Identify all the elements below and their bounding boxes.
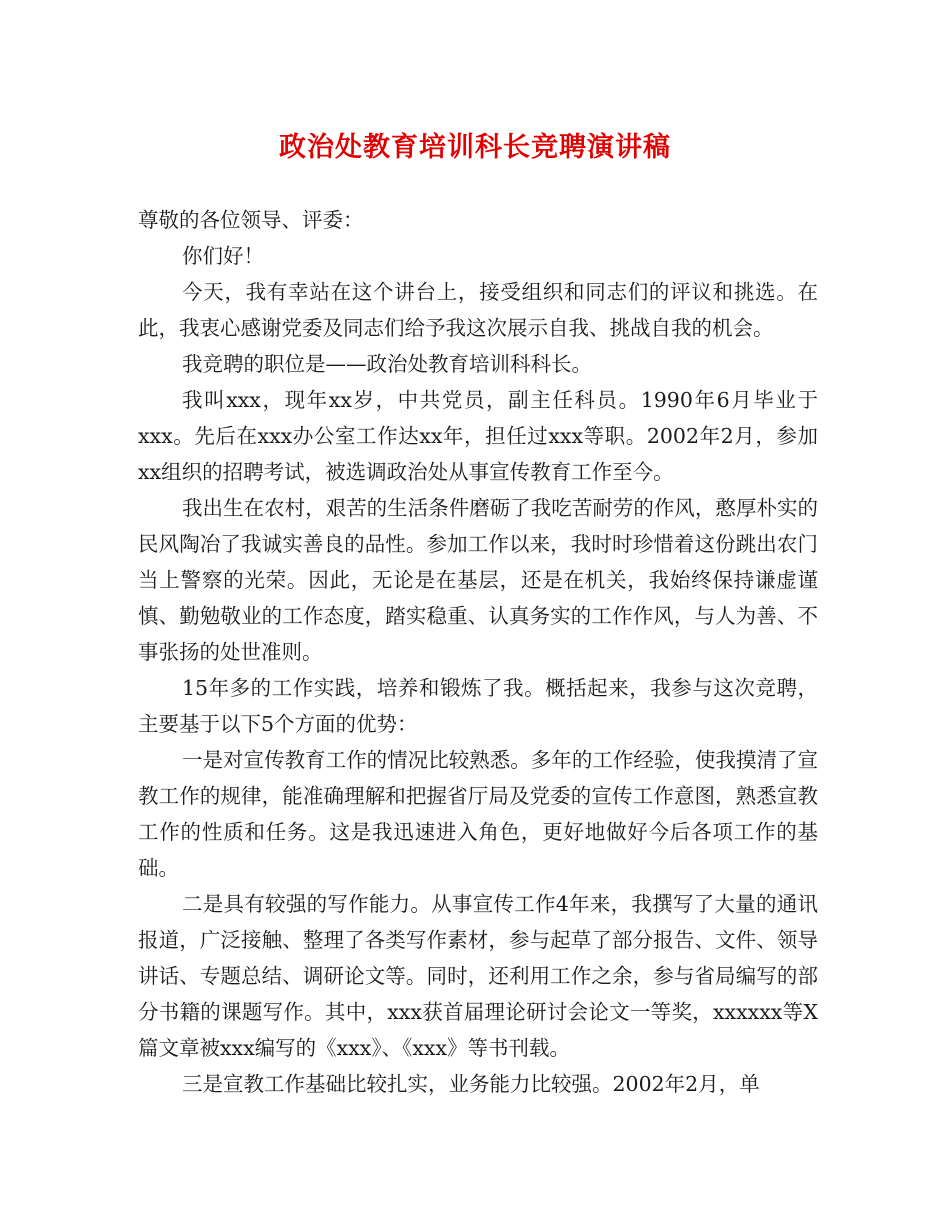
paragraph-advantages-intro: 15年多的工作实践，培养和锻炼了我。概括起来，我参与这次竞聘，主要基于以下5个方面的优势： (138, 676, 818, 736)
document-body (138, 202, 818, 1102)
paragraph-advantage-one: 一是对宣传教育工作的情况比较熟悉。多年的工作经验，使我摸清了宣教工作的规律，能准确理解和把握省厅局及党委的宣传工作意图，熟悉宣教工作的性质和任务。这是我迅速进入角色，更好地做好今后各项工作的基础。 (138, 748, 818, 880)
paragraph-position: 我竞聘的职位是——政治处教育培训科科长。 (182, 352, 592, 376)
document-title: 政治处教育培训科长竞聘演讲稿 (279, 132, 671, 163)
paragraph-advantage-two: 二是具有较强的写作能力。从事宣传工作4年来，我撰写了大量的通讯报道，广泛接触、整理了各类写作素材，参与起草了部分报告、文件、领导讲话、专题总结、调研论文等。同时，还利用工作之余，参与省局编写的部分书籍的课题写作。其中，xxx获首届理论研讨会论文一等奖，xxxxxx等X篇文章被xxx编写的《xxx》、《xxx》等书刊载。 (138, 892, 818, 1060)
paragraph-advantage-three: 三是宣教工作基础比较扎实，业务能力比较强。2002年2月，单 (182, 1072, 760, 1096)
paragraph-greeting: 你们好！ (182, 244, 264, 268)
paragraph-personal-info: 我叫xxx，现年xx岁，中共党员，副主任科员。1990年6月毕业于xxx。先后在xxx办公室工作达xx年，担任过xxx等职。2002年2月，参加xx组织的招聘考试，被选调政治处从事宣传教育工作至今。 (138, 388, 818, 484)
paragraph-background: 我出生在农村，艰苦的生活条件磨砺了我吃苦耐劳的作风，憨厚朴实的民风陶冶了我诚实善良的品性。参加工作以来，我时时珍惜着这份跳出农门当上警察的光荣。因此，无论是在基层，还是在机关，我始终保持谦虚谨慎、勤勉敬业的工作态度，踏实稳重、认真务实的工作作风，与人为善、不事张扬的处世准则。 (138, 496, 818, 664)
salutation: 尊敬的各位领导、评委： (138, 208, 364, 232)
paragraph-thanks: 今天，我有幸站在这个讲台上，接受组织和同志们的评议和挑选。在此，我衷心感谢党委及同志们给予我这次展示自我、挑战自我的机会。 (138, 280, 818, 340)
